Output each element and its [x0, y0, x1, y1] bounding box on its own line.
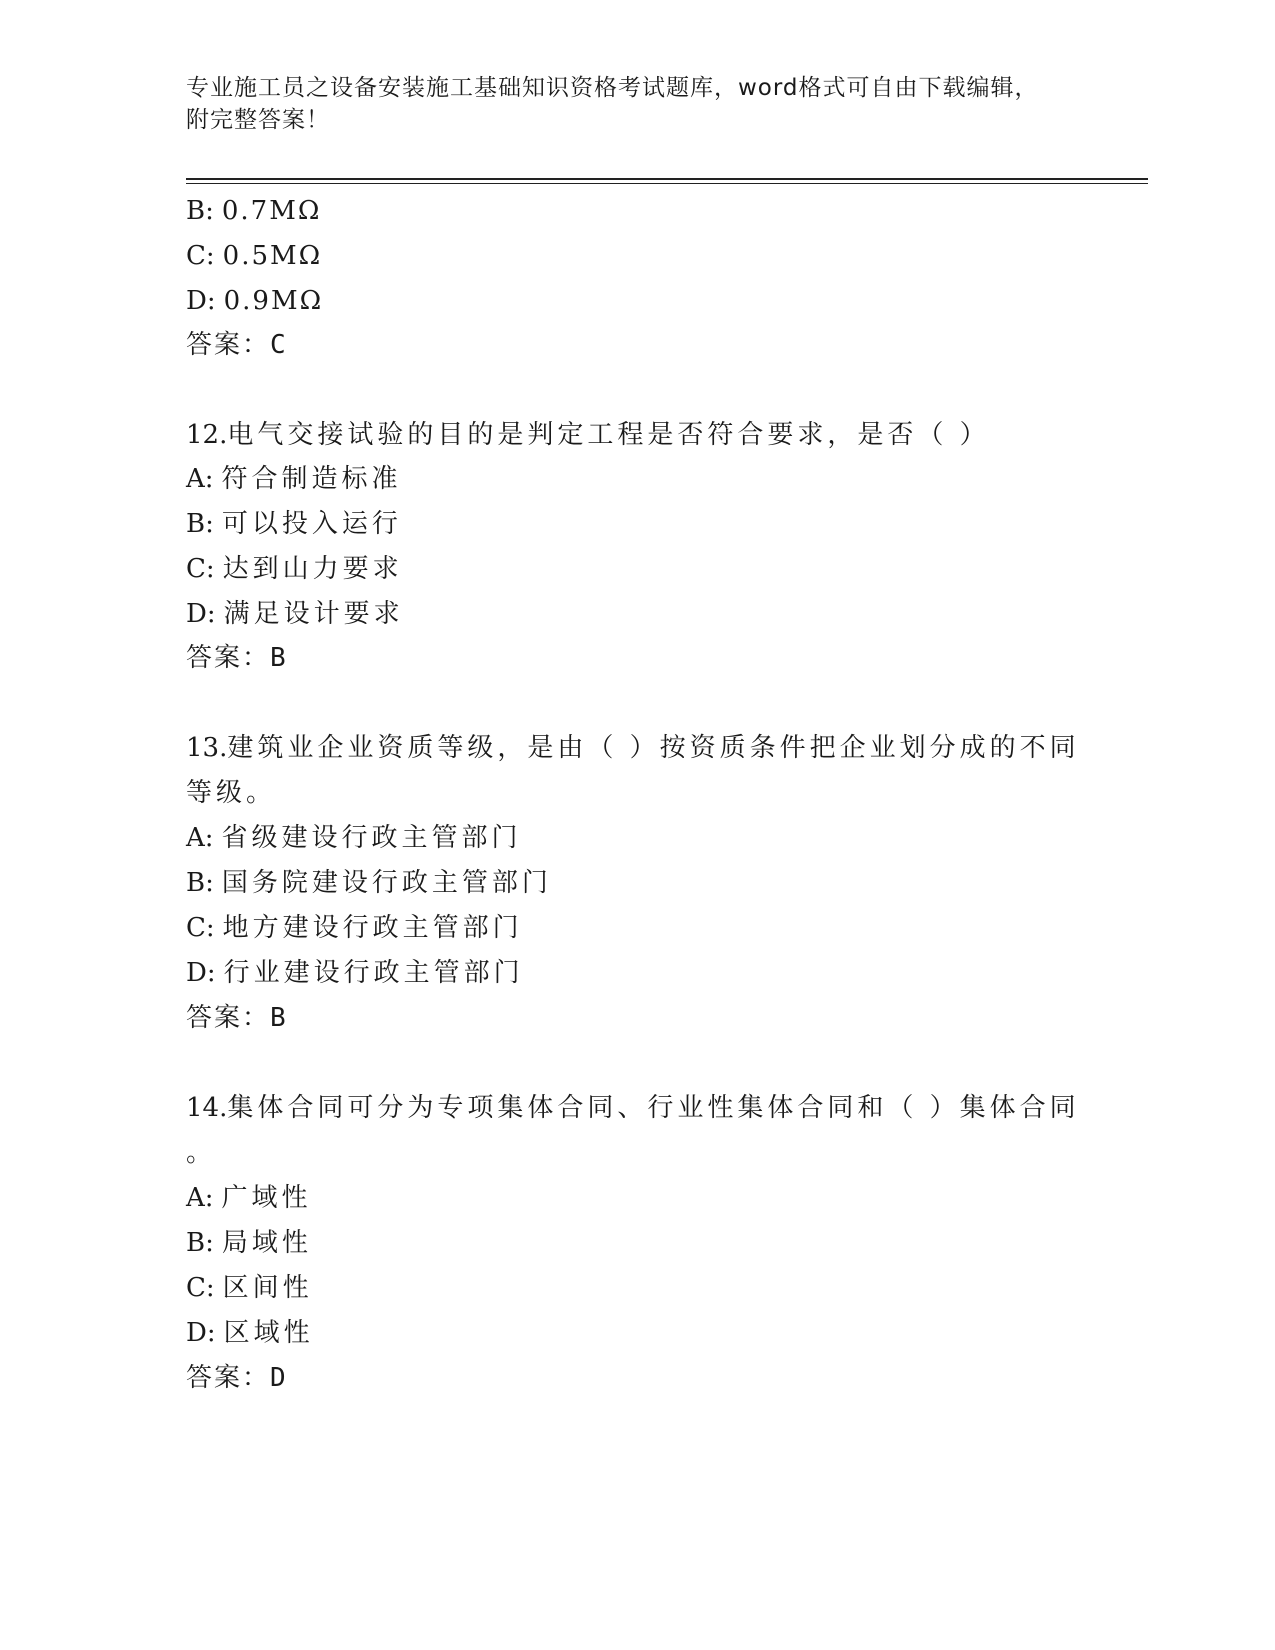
option-text: 行业建设行政主管部门	[223, 958, 524, 988]
header-divider-thin	[186, 183, 1148, 184]
q14-answer	[186, 1361, 286, 1395]
q13-option-b	[186, 866, 552, 900]
option-letter: D:	[186, 286, 216, 316]
question-14-text-line-1	[186, 1091, 1080, 1125]
answer-value: C	[270, 330, 286, 360]
question-number: 14.	[186, 1093, 228, 1123]
option-letter: A:	[186, 1183, 214, 1213]
prev-answer	[186, 328, 286, 362]
q12-option-d	[186, 597, 404, 631]
q13-option-c	[186, 911, 523, 945]
option-text: 0.7MΩ	[221, 196, 322, 226]
header-divider-thick	[186, 178, 1148, 180]
q14-option-a	[186, 1181, 312, 1215]
option-text: 国务院建设行政主管部门	[221, 868, 552, 898]
option-letter: B:	[186, 509, 214, 539]
q13-option-d	[186, 956, 524, 990]
option-text: 局域性	[221, 1228, 312, 1258]
q12-answer	[186, 641, 286, 675]
option-text: 可以投入运行	[221, 509, 402, 539]
option-text: 符合制造标准	[221, 464, 402, 494]
option-letter: C:	[186, 241, 215, 271]
option-text: 区间性	[222, 1273, 313, 1303]
option-letter: B:	[186, 196, 214, 226]
document-header	[186, 72, 1086, 136]
option-letter: A:	[186, 823, 214, 853]
question-12-text	[186, 418, 990, 452]
answer-value: D	[270, 1363, 286, 1393]
prev-option-b	[186, 194, 321, 228]
option-letter: C:	[186, 913, 215, 943]
question-13-text-line-2: 等级。	[186, 778, 277, 808]
option-text: 区域性	[223, 1318, 314, 1348]
q12-option-a	[186, 462, 402, 496]
answer-value: B	[270, 1003, 286, 1033]
answer-label: 答案：	[186, 643, 271, 673]
option-text: 达到山力要求	[222, 554, 403, 584]
q12-option-b	[186, 507, 402, 541]
option-text: 0.5MΩ	[222, 241, 323, 271]
q13-option-a	[186, 821, 522, 855]
q14-option-b	[186, 1226, 312, 1260]
prev-option-d	[186, 284, 323, 318]
question-number: 13.	[186, 733, 228, 763]
option-text: 广域性	[221, 1183, 312, 1213]
q12-option-c	[186, 552, 403, 586]
option-text: 满足设计要求	[223, 599, 404, 629]
option-text: 0.9MΩ	[223, 286, 324, 316]
question-stem: 建筑业企业资质等级，是由（ ）按资质条件把企业划分成的不同	[227, 733, 1080, 763]
question-number: 12.	[186, 420, 228, 450]
header-line-2: 附完整答案！	[186, 107, 330, 133]
header-line-1: 专业施工员之设备安装施工基础知识资格考试题库，word格式可自由下载编辑，	[186, 75, 1039, 101]
option-text: 省级建设行政主管部门	[221, 823, 522, 853]
answer-value: B	[270, 643, 286, 673]
answer-label: 答案：	[186, 1363, 271, 1393]
question-stem: 电气交接试验的目的是判定工程是否符合要求，是否（ ）	[227, 420, 990, 450]
q14-option-d	[186, 1316, 314, 1350]
option-letter: C:	[186, 1273, 215, 1303]
q14-option-c	[186, 1271, 313, 1305]
prev-option-c	[186, 239, 322, 273]
question-13-text-line-1	[186, 731, 1080, 765]
option-letter: B:	[186, 1228, 214, 1258]
question-stem: 集体合同可分为专项集体合同、行业性集体合同和（ ）集体合同	[227, 1093, 1080, 1123]
question-14-text-line-2: 。	[186, 1138, 217, 1168]
option-letter: D:	[186, 599, 216, 629]
option-letter: D:	[186, 958, 216, 988]
option-letter: C:	[186, 554, 215, 584]
option-letter: D:	[186, 1318, 216, 1348]
answer-label: 答案：	[186, 330, 271, 360]
option-letter: A:	[186, 464, 214, 494]
answer-label: 答案：	[186, 1003, 271, 1033]
q13-answer	[186, 1001, 286, 1035]
option-text: 地方建设行政主管部门	[222, 913, 523, 943]
option-letter: B:	[186, 868, 214, 898]
